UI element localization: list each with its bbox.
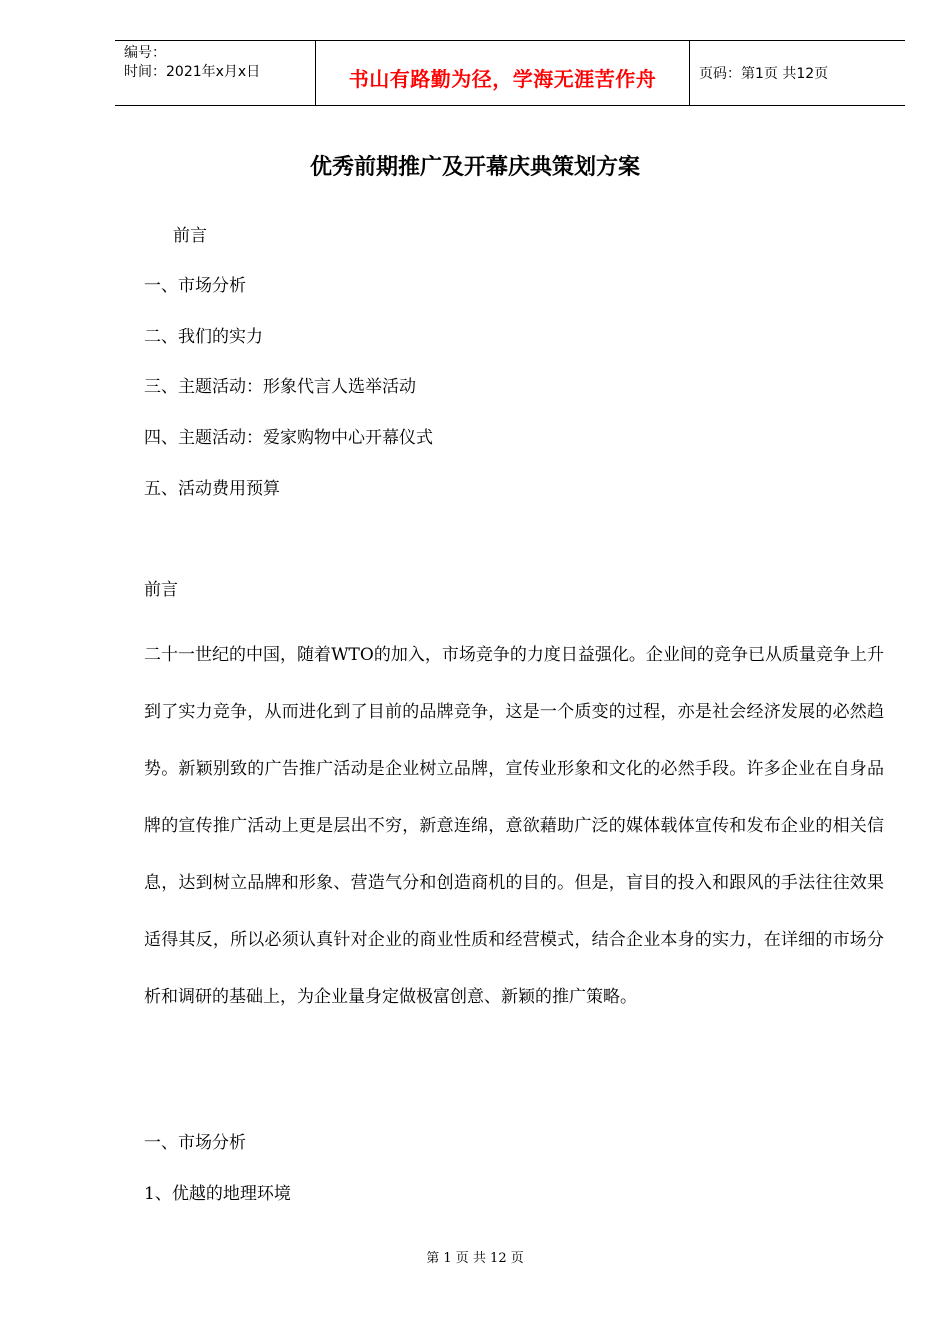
toc-item-budget: 五、活动费用预算: [144, 479, 280, 499]
section-market-analysis-heading: 一、市场分析: [144, 1133, 246, 1153]
document-title: 优秀前期推广及开幕庆典策划方案: [309, 155, 640, 180]
header-info-cell: [115, 41, 316, 106]
number-label: 编号：: [124, 45, 166, 61]
page-header: [115, 40, 905, 106]
toc-item-preface: 前言: [173, 226, 207, 246]
toc-item-spokesperson-event: 三、主题活动：形象代言人选举活动: [144, 377, 416, 397]
preface-heading: 前言: [144, 580, 178, 600]
toc-item-opening-ceremony: 四、主题活动：爱家购物中心开幕仪式: [144, 428, 433, 448]
toc-item-our-strength: 二、我们的实力: [144, 327, 263, 347]
preface-paragraph: 二十一世纪的中国，随着WTO的加入，市场竞争的力度日益强化。企业间的竞争已从质量竞争上升到了实力竞争，从而进化到了目前的品牌竞争，这是一个质变的过程，亦是社会经济发展的必然趋势。新颖别致的广告推广活动是企业树立品牌，宣传业形象和文化的必然手段。许多企业在自身品牌的宣传推广活动上更是层出不穷，新意连绵，意欲藉助广泛的媒体载体宣传和发布企业的相关信息，达到树立品牌和形象、营造气分和创造商机的目的。但是，盲目的投入和跟风的手法往往效果适得其反，所以必须认真针对企业的商业性质和经营模式，结合企业本身的实力，在详细的市场分析和调研的基础上，为企业量身定做极富创意、新颖的推广策略。: [144, 645, 884, 1007]
header-page-cell: [690, 41, 905, 106]
date-label: 时间：2021年x月x日: [124, 64, 261, 80]
header-motto-cell: [316, 41, 690, 106]
header-page-info: 页码：第1页 共12页: [699, 66, 829, 82]
subsection-geography-heading: 1、优越的地理环境: [144, 1184, 291, 1204]
page-footer: 第 1 页 共 12 页: [426, 1251, 524, 1266]
toc-item-market-analysis: 一、市场分析: [144, 276, 246, 296]
header-motto: 书山有路勤为径，学海无涯苦作舟: [348, 67, 657, 91]
